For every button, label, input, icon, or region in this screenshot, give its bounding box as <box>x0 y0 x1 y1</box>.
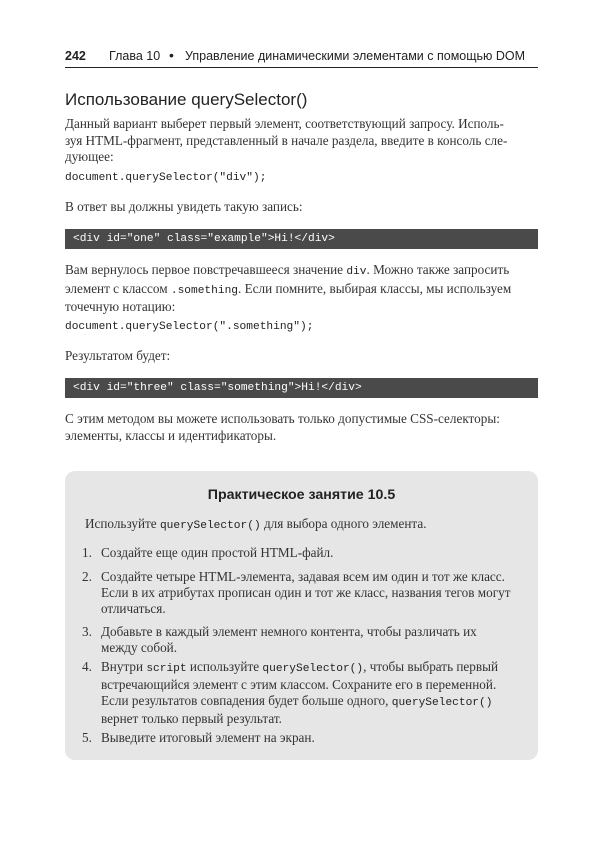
text-line: Создайте четыре HTML-элемента, задавая всем им один и тот же класс. <box>101 569 505 584</box>
text: Если результатов совпадения будет больше одного, <box>101 693 392 708</box>
paragraph <box>65 411 538 444</box>
paragraph-intro <box>65 116 538 166</box>
inline-code: querySelector() <box>391 697 493 709</box>
practice-box <box>65 471 538 760</box>
chapter-title: Управление динамическими элементами с помощью DOM <box>185 49 526 63</box>
item-number: 5. <box>82 730 92 745</box>
text-line: встречающийся элемент с этим классом. Сохраните его в переменной. <box>101 677 497 692</box>
text: Используйте <box>85 516 160 531</box>
text-line: между собой. <box>101 640 178 655</box>
item-number: 2. <box>82 569 92 584</box>
text-line <box>65 281 538 300</box>
item-number: 4. <box>82 659 92 674</box>
code-snippet: document.querySelector("div"); <box>65 172 267 184</box>
text-line: Выведите итоговый элемент на экран. <box>101 730 315 745</box>
text-line: Данный вариант выберет первый элемент, соответствующий запросу. Исполь- <box>65 116 504 131</box>
section-heading: Использование querySelector() <box>65 90 308 109</box>
text-line: Если в их атрибутах прописан один и тот же класс, названия тегов могут <box>101 585 511 600</box>
text: используйте <box>186 659 263 674</box>
text-line: С этим методом вы можете использовать только допустимые CSS-селекторы: <box>65 411 500 426</box>
text: элемент с классом <box>65 280 171 296</box>
text-line: Создайте еще один простой HTML-файл. <box>101 545 334 560</box>
inline-code: .something <box>170 284 238 297</box>
text-line <box>101 659 520 677</box>
inline-code: div <box>346 266 367 278</box>
item-number: 1. <box>82 545 92 560</box>
inline-code: querySelector() <box>159 520 261 532</box>
paragraph <box>65 199 538 216</box>
code-snippet: document.querySelector(".something"); <box>65 321 314 333</box>
text-line: элементы, классы и идентификаторы. <box>65 427 277 443</box>
text-line: отличаться. <box>101 601 166 616</box>
header-bullet: • <box>169 47 174 63</box>
console-output: <div id="one" class="example">Hi!</div> <box>65 229 538 249</box>
text: Внутри <box>101 659 147 674</box>
paragraph <box>65 348 538 365</box>
console-output: <div id="three" class="something">Hi!</div> <box>65 378 538 398</box>
text: . Можно также запросить <box>366 262 510 277</box>
text-line: В ответ вы должны увидеть такую запись: <box>65 199 303 214</box>
text-line <box>101 693 520 711</box>
practice-title: Практическое занятие 10.5 <box>207 487 396 503</box>
text: Вам вернулось первое повстречавшееся значение <box>65 262 347 277</box>
chapter-label: Глава 10 <box>109 49 161 63</box>
text: для выбора одного элемента. <box>260 516 427 531</box>
text-line: Добавьте в каждый элемент немного контента, чтобы различать их <box>101 624 477 639</box>
running-header <box>65 47 538 68</box>
paragraph <box>65 262 538 316</box>
item-number: 3. <box>82 624 92 639</box>
text-line: точечную нотацию: <box>65 299 176 314</box>
text-line <box>65 262 538 281</box>
text-line: зуя HTML-фрагмент, представленный в начале раздела, введите в консоль сле- <box>65 132 508 148</box>
text: . Если помните, выбирая классы, мы используем <box>238 280 512 296</box>
text-line: дующее: <box>65 149 114 164</box>
text-line: Результатом будет: <box>65 348 171 363</box>
inline-code: querySelector() <box>262 663 364 675</box>
practice-intro <box>85 516 520 532</box>
text-line: вернет только первый результат. <box>101 711 282 726</box>
page-number: 242 <box>65 49 86 63</box>
inline-code: script <box>146 663 187 675</box>
text: , чтобы выбрать первый <box>363 659 499 674</box>
